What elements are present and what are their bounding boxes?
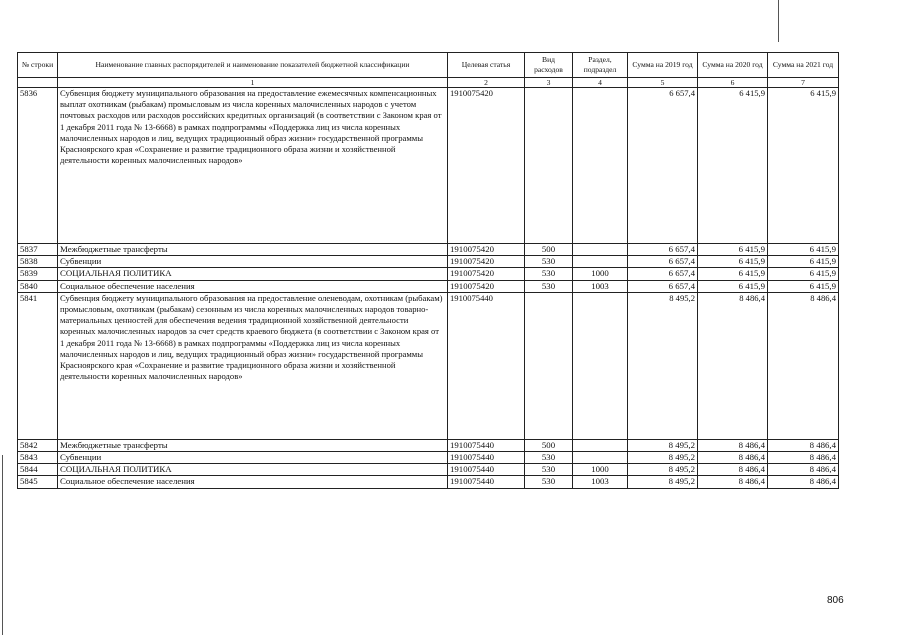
row-expense-kind: 530	[525, 256, 573, 268]
row-sum-2021: 6 415,9	[768, 88, 839, 244]
row-sum-2019: 8 495,2	[628, 439, 698, 451]
row-sum-2020: 8 486,4	[698, 452, 768, 464]
row-section	[573, 292, 628, 439]
row-sum-2020: 6 415,9	[698, 256, 768, 268]
row-section	[573, 256, 628, 268]
row-sum-2020: 8 486,4	[698, 292, 768, 439]
row-name: Субвенции	[58, 452, 448, 464]
row-expense-kind	[525, 88, 573, 244]
row-name: Межбюджетные трансферты	[58, 439, 448, 451]
row-target-article: 1910075440	[448, 452, 525, 464]
row-name: Субвенция бюджету муниципального образования на предоставление ежемесячных компенсационных выплат охотникам (рыбакам) промысловым из числа коренных малочисленных народов с учетом почтовых расходов или расходов российских кредитных организаций (в соответствии с Законом края от 1 декабря 2011 года № 13-6668) в рамках подпрограммы «Поддержка лиц из числа коренных малочисленных народов и лиц, ведущих традиционный образ жизни» государственной программы Красноярского края «Сохранение и развитие традиционного образа жизни и хозяйственной деятельности коренных малочисленных народов»	[58, 88, 448, 244]
row-sum-2019: 6 657,4	[628, 244, 698, 256]
row-section	[573, 88, 628, 244]
page-number: 806	[827, 595, 844, 606]
header-target-article: Целевая статья	[448, 53, 525, 78]
row-number: 5839	[18, 268, 58, 280]
row-sum-2021: 6 415,9	[768, 256, 839, 268]
row-sum-2019: 6 657,4	[628, 256, 698, 268]
header-sum-2020: Сумма на 2020 год	[698, 53, 768, 78]
row-expense-kind: 500	[525, 439, 573, 451]
row-section: 1003	[573, 476, 628, 488]
row-sum-2019: 6 657,4	[628, 268, 698, 280]
row-target-article: 1910075440	[448, 439, 525, 451]
row-number: 5845	[18, 476, 58, 488]
row-sum-2020: 6 415,9	[698, 280, 768, 292]
row-target-article: 1910075420	[448, 268, 525, 280]
column-number: 2	[448, 78, 525, 88]
scan-edge-mark	[2, 455, 3, 635]
row-number: 5836	[18, 88, 58, 244]
column-number: 5	[628, 78, 698, 88]
table-row	[18, 452, 839, 464]
row-sum-2021: 8 486,4	[768, 464, 839, 476]
row-number: 5841	[18, 292, 58, 439]
column-number: 1	[58, 78, 448, 88]
row-sum-2021: 6 415,9	[768, 268, 839, 280]
table-row	[18, 244, 839, 256]
row-sum-2019: 8 495,2	[628, 452, 698, 464]
column-number	[18, 78, 58, 88]
header-row-number: № строки	[18, 53, 58, 78]
row-sum-2020: 8 486,4	[698, 476, 768, 488]
row-name: Субвенция бюджету муниципального образования на предоставление оленеводам, охотникам (рыбакам) промысловым, охотникам (рыбакам) сезонным из числа коренных малочисленных народов товарно-материальных ценностей для обеспечения ведения традиционной хозяйственной деятельности коренных малочисленных народов за счет средств краевого бюджета (в соответствии с Законом края от 1 декабря 2011 года № 13-6668) в рамках подпрограммы «Поддержка лиц из числа коренных малочисленных народов и лиц, ведущих традиционный образ жизни» государственной программы Красноярского края «Сохранение и развитие традиционного образа жизни и хозяйственной деятельности коренных малочисленных народов»	[58, 292, 448, 439]
row-sum-2019: 6 657,4	[628, 88, 698, 244]
header-name: Наименование главных распорядителей и наименование показателей бюджетной классификации	[58, 53, 448, 78]
header-sum-2019: Сумма на 2019 год	[628, 53, 698, 78]
column-number-row	[18, 78, 839, 88]
budget-table	[17, 52, 839, 489]
column-number: 4	[573, 78, 628, 88]
row-sum-2021: 8 486,4	[768, 292, 839, 439]
row-name: Социальное обеспечение населения	[58, 476, 448, 488]
table-row	[18, 439, 839, 451]
row-sum-2019: 6 657,4	[628, 280, 698, 292]
row-target-article: 1910075440	[448, 464, 525, 476]
row-number: 5844	[18, 464, 58, 476]
row-target-article: 1910075440	[448, 476, 525, 488]
row-sum-2020: 8 486,4	[698, 439, 768, 451]
row-expense-kind	[525, 292, 573, 439]
row-name: Социальное обеспечение населения	[58, 280, 448, 292]
row-expense-kind: 530	[525, 268, 573, 280]
row-name: СОЦИАЛЬНАЯ ПОЛИТИКА	[58, 268, 448, 280]
row-sum-2021: 8 486,4	[768, 452, 839, 464]
row-section: 1000	[573, 268, 628, 280]
row-expense-kind: 530	[525, 280, 573, 292]
header-section: Раздел, подраздел	[573, 53, 628, 78]
scan-edge-mark	[778, 0, 779, 42]
row-target-article: 1910075440	[448, 292, 525, 439]
row-target-article: 1910075420	[448, 88, 525, 244]
row-section: 1003	[573, 280, 628, 292]
table-row	[18, 256, 839, 268]
row-target-article: 1910075420	[448, 244, 525, 256]
header-expense-kind: Вид расходов	[525, 53, 573, 78]
row-sum-2020: 8 486,4	[698, 464, 768, 476]
row-sum-2021: 6 415,9	[768, 280, 839, 292]
row-section: 1000	[573, 464, 628, 476]
row-number: 5838	[18, 256, 58, 268]
header-row	[18, 53, 839, 78]
column-number: 6	[698, 78, 768, 88]
row-sum-2021: 6 415,9	[768, 244, 839, 256]
row-section	[573, 439, 628, 451]
row-expense-kind: 530	[525, 464, 573, 476]
row-expense-kind: 500	[525, 244, 573, 256]
row-name: СОЦИАЛЬНАЯ ПОЛИТИКА	[58, 464, 448, 476]
row-expense-kind: 530	[525, 476, 573, 488]
column-number: 7	[768, 78, 839, 88]
row-number: 5840	[18, 280, 58, 292]
row-number: 5842	[18, 439, 58, 451]
row-target-article: 1910075420	[448, 256, 525, 268]
column-number: 3	[525, 78, 573, 88]
table-row	[18, 292, 839, 439]
table-row	[18, 280, 839, 292]
row-sum-2020: 6 415,9	[698, 88, 768, 244]
row-expense-kind: 530	[525, 452, 573, 464]
row-sum-2020: 6 415,9	[698, 268, 768, 280]
header-sum-2021: Сумма на 2021 год	[768, 53, 839, 78]
row-name: Субвенции	[58, 256, 448, 268]
table-row	[18, 88, 839, 244]
row-sum-2019: 8 495,2	[628, 464, 698, 476]
row-sum-2019: 8 495,2	[628, 476, 698, 488]
row-sum-2020: 6 415,9	[698, 244, 768, 256]
row-sum-2021: 8 486,4	[768, 476, 839, 488]
table-row	[18, 268, 839, 280]
table-row	[18, 476, 839, 488]
row-section	[573, 244, 628, 256]
row-number: 5837	[18, 244, 58, 256]
row-section	[573, 452, 628, 464]
row-number: 5843	[18, 452, 58, 464]
row-target-article: 1910075420	[448, 280, 525, 292]
row-sum-2021: 8 486,4	[768, 439, 839, 451]
row-name: Межбюджетные трансферты	[58, 244, 448, 256]
row-sum-2019: 8 495,2	[628, 292, 698, 439]
table-row	[18, 464, 839, 476]
